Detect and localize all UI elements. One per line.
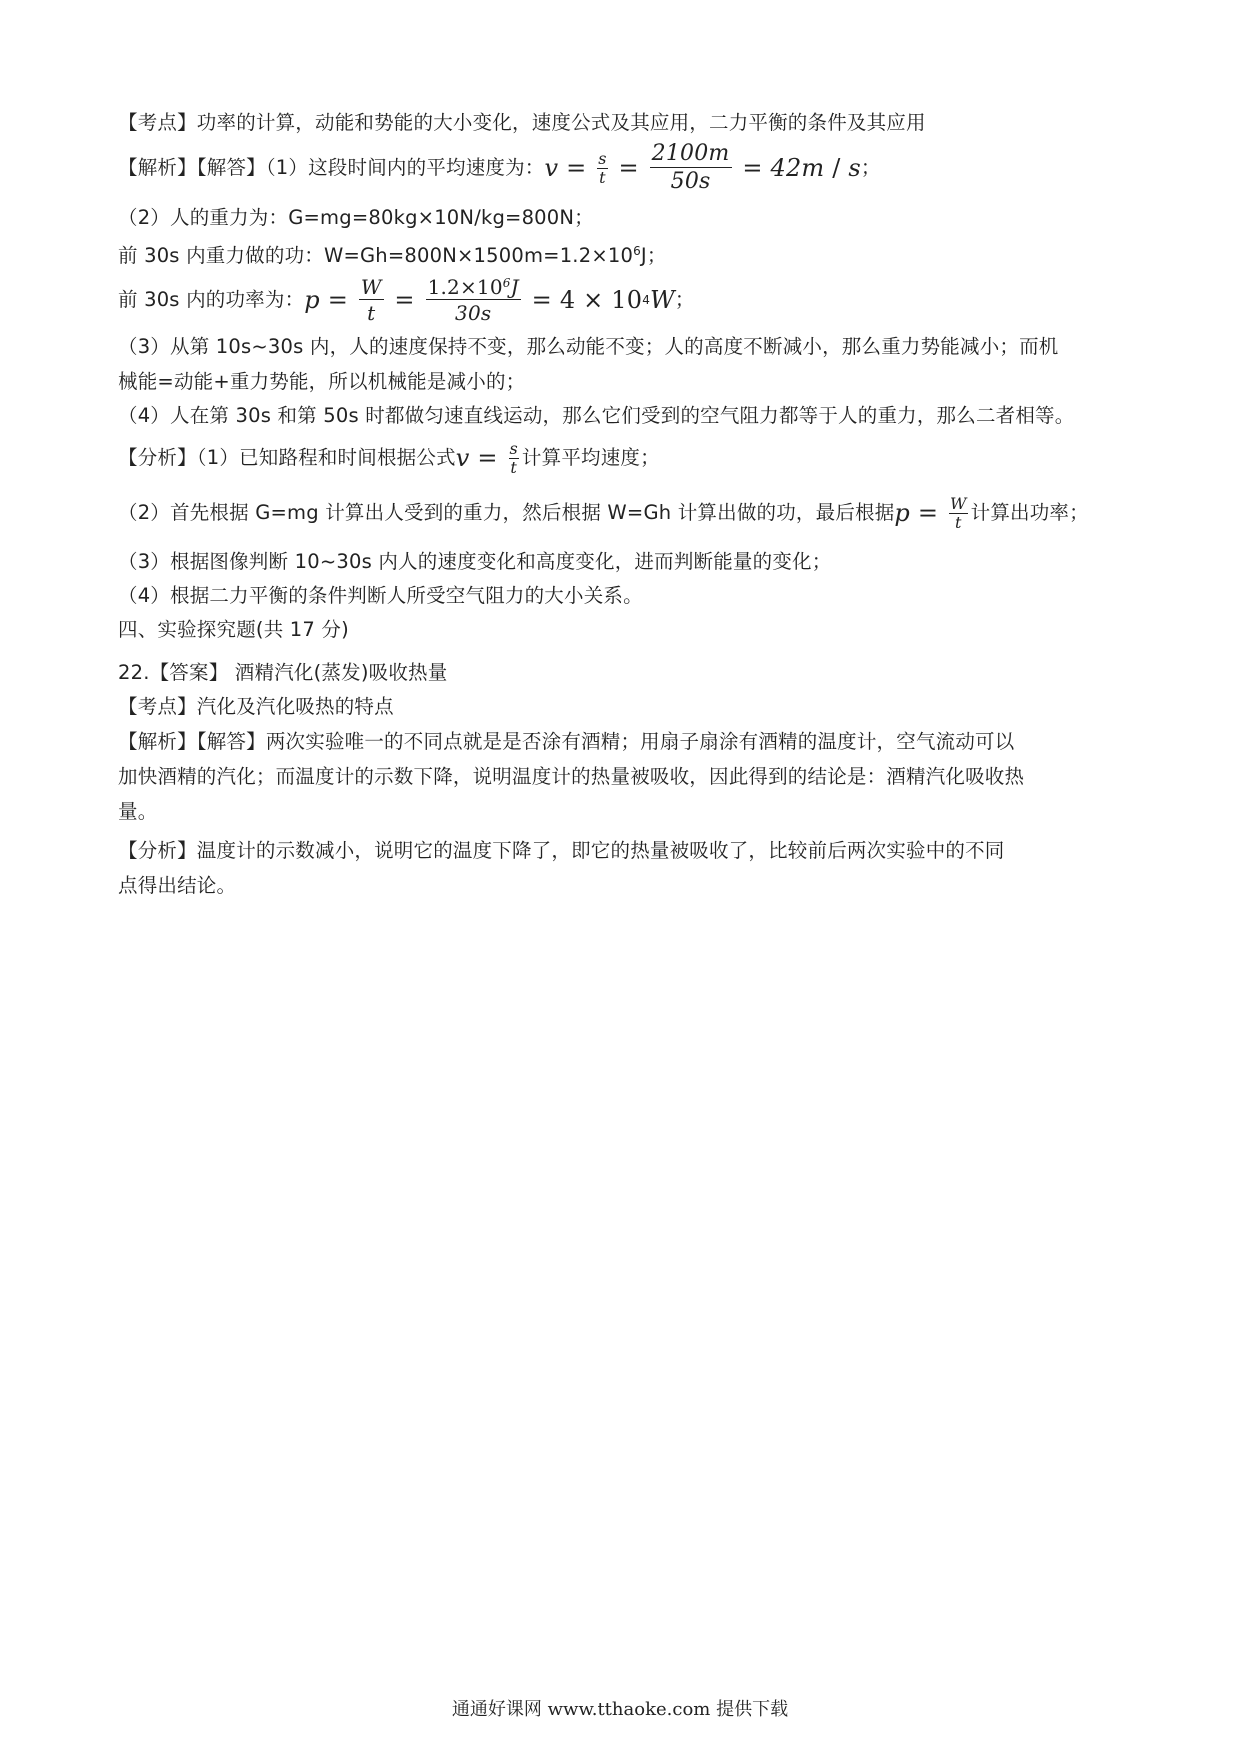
analysis-22-line-1: 【分析】温度计的示数减小，说明它的温度下降了，即它的热量被吸收了，比较前后两次实验中的不同 (118, 839, 1005, 862)
fraction-distance-over-time: $\frac{2100m}{50s}$ (651, 141, 730, 194)
formula-symbol: v (544, 154, 559, 182)
answer-22: 22.【答案】 酒精汽化(蒸发)吸收热量 (118, 661, 448, 684)
solution-22-line-2: 加快酒精的汽化；而温度计的示数下降，说明温度计的热量被吸收，因此得到的结论是：酒精汽化吸收热 (118, 765, 1025, 788)
analysis-line-2: （2）首先根据 G=mg 计算出人受到的重力，然后根据 W=Gh 计算出做的功，最后根据 p = $\frac{W}{t}$ 计算出功率； (118, 493, 1089, 532)
speed-result: 42m (770, 154, 825, 182)
fraction-s-over-t: $\frac{s}{t}$ (598, 148, 607, 187)
solution-line-4: 前 30s 内的功率为： p = $\frac{W}{t}$ = $\frac{1.2\times 10^6J}{30s}$ = 4 × 10 4 W ； (118, 275, 695, 325)
solution-22-line-1: 【解析】【解答】两次实验唯一的不同点就是是否涂有酒精；用扇子扇涂有酒精的温度计，空气流动可以 (118, 730, 1015, 753)
analysis-line-4: （4）根据二力平衡的条件判断人所受空气阻力的大小关系。 (118, 584, 643, 607)
power-result: 4 × 10 (559, 286, 643, 314)
analysis-22-line-2: 点得出结论。 (118, 874, 237, 897)
solution-22-line-3: 量。 (118, 800, 158, 823)
formula-symbol: p (304, 286, 320, 314)
analysis-line-3: （3）根据图像判断 10~30s 内人的速度变化和高度变化，进而判断能量的变化； (118, 550, 832, 573)
fraction-w-over-t: $\frac{W}{t}$ (949, 493, 967, 532)
solution-line-6: 械能=动能+重力势能，所以机械能是减小的； (118, 370, 526, 393)
exam-point-22: 【考点】汽化及汽化吸热的特点 (118, 695, 394, 718)
fraction-s-over-t: $\frac{s}{t}$ (509, 438, 518, 477)
solution-line-5: （3）从第 10s~30s 内，人的速度保持不变，那么动能不变；人的高度不断减小，那么重力势能减小；而机 (118, 335, 1059, 358)
exam-point-line: 【考点】功率的计算，动能和势能的大小变化，速度公式及其应用，二力平衡的条件及其应用 (118, 111, 926, 134)
section-heading: 四、实验探究题(共 17 分) (118, 618, 349, 641)
fraction-work-over-time: $\frac{1.2\times 10^6J}{30s}$ (427, 275, 519, 325)
fraction-w-over-t: $\frac{W}{t}$ (360, 275, 382, 325)
solution-line-2: （2）人的重力为：G=mg=80kg×10N/kg=800N； (118, 206, 594, 229)
solution-line-3: 前 30s 内重力做的功：$W=Gh=800N\times 1500m=1.2\times 10^6J$； (118, 244, 667, 267)
analysis-line-1: 【分析】（1）已知路程和时间根据公式 v = $\frac{s}{t}$ 计算平均速度； (118, 438, 660, 477)
page-footer: 通通好课网 www.tthaoke.com 提供下载 (451, 1699, 789, 1720)
solution-line-1: 【解析】【解答】（1）这段时间内的平均速度为： v = $\frac{s}{t}$ = $\frac{2100m}{50s}$ = 42m / s ； (118, 141, 881, 194)
solution-line-7: （4）人在第 30s 和第 50s 时都做匀速直线运动，那么它们受到的空气阻力都等于人的重力，那么二者相等。 (118, 404, 1075, 427)
